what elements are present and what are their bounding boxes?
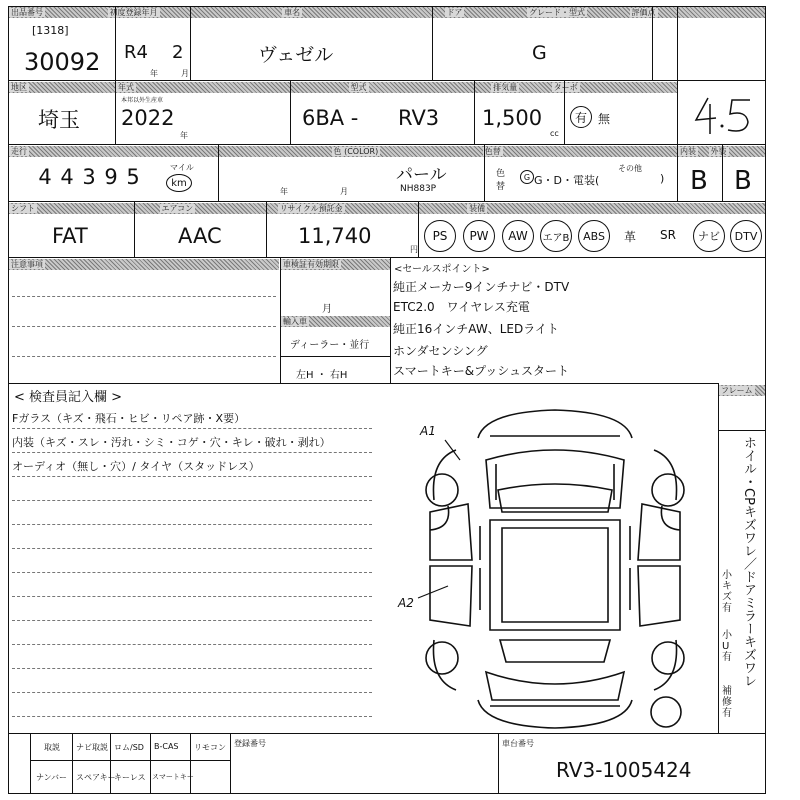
mileage-digit: 3 — [82, 165, 96, 189]
header-equipment: 装備 — [469, 204, 486, 213]
score-handwriting-icon — [690, 90, 760, 140]
sale-points-title: <セールスポイント> — [394, 264, 490, 275]
handle-label: 左H ・ 右H — [296, 370, 348, 381]
header-grade: グレード・型式 — [528, 8, 585, 17]
ruled-line — [12, 452, 372, 453]
divider — [290, 80, 291, 144]
row-1-bottom — [8, 80, 766, 81]
exterior-grade: B — [734, 166, 752, 196]
header-handle-label: 輸入車 — [283, 317, 307, 326]
header-shift: シフト — [11, 204, 35, 213]
header-displacement: 排気量 — [493, 83, 518, 92]
equip-pw — [463, 220, 495, 252]
mileage-digit: 4 — [38, 165, 52, 189]
header-year: 初度登録年月 — [109, 8, 158, 17]
turbo-no: 無 — [598, 112, 611, 126]
bottom-cell: 取説 — [44, 743, 60, 752]
divider — [484, 144, 485, 201]
note-line — [12, 356, 276, 357]
bottom-cell: B-CAS — [154, 742, 179, 751]
header-lot: 出品番号 — [11, 8, 43, 17]
divider — [30, 733, 31, 794]
equip-label: PW — [469, 229, 489, 243]
side-note-sub: 小キズ有 — [722, 570, 732, 614]
mileage-digit: 5 — [126, 165, 140, 189]
sale-point: ホンダセンシング — [393, 344, 488, 358]
divider — [72, 733, 73, 794]
mileage-digit: 9 — [104, 165, 118, 189]
divider — [150, 733, 151, 794]
frame-divider — [718, 430, 766, 431]
divider — [722, 144, 723, 201]
interior-grade: B — [690, 166, 708, 196]
shift: FAT — [52, 224, 88, 248]
equip-airbag — [540, 220, 572, 252]
divider — [474, 80, 475, 144]
equip-dtv — [730, 220, 762, 252]
header-turbo: ターボ — [553, 83, 578, 92]
ruled-line — [12, 548, 372, 549]
header-score: 評価点 — [631, 8, 656, 17]
first-reg-month: 2 — [172, 42, 184, 63]
turbo-yes: 有 — [574, 110, 587, 125]
header-shaken-label: 車検証有効期限 — [283, 260, 339, 269]
model-year: 2022 — [121, 106, 175, 130]
type-code: RV3 — [398, 106, 440, 130]
bottom-cell: スマートキー — [152, 773, 194, 781]
row-3-bottom — [8, 201, 766, 202]
recycle-unit: 円 — [410, 245, 418, 254]
side-notes: ホイル・CPキズワレ／ドアミラーキズワレ — [741, 436, 756, 687]
header-handle — [281, 316, 390, 327]
header-region — [9, 82, 115, 93]
header-aircon: エアコン — [161, 204, 194, 213]
color-change-g: G — [520, 170, 534, 184]
note-line — [12, 326, 276, 327]
ruled-line — [12, 620, 372, 621]
divider — [134, 201, 135, 257]
color-change-options: G・D・電装( — [534, 174, 600, 187]
divider — [266, 201, 267, 257]
divider — [230, 733, 231, 794]
header-exterior: 外装 — [710, 147, 727, 156]
color-code: NH883P — [400, 184, 437, 194]
divider — [498, 733, 499, 794]
side-note-sub: 小U有 — [722, 630, 732, 663]
mileage-unit-km — [166, 174, 192, 192]
equip-abs — [578, 220, 610, 252]
equip-label: ABS — [583, 229, 605, 243]
header-color: 色 (COLOR) — [333, 147, 379, 156]
ruled-line — [12, 716, 372, 717]
color-change-close: ) — [660, 172, 665, 185]
divider — [190, 6, 191, 80]
header-region-label: 地区 — [11, 83, 27, 92]
equip-label: PS — [432, 229, 448, 243]
divider — [110, 733, 111, 794]
lot-number: 30092 — [24, 48, 101, 76]
era: R4 — [124, 42, 148, 63]
header-model: 型式 — [350, 83, 367, 92]
bottom-cell: キーレス — [114, 773, 146, 782]
sale-point: 純正16インチAW、LEDライト — [393, 322, 559, 336]
car-name: ヴェゼル — [258, 44, 334, 66]
model-year-unit: 年 — [180, 131, 188, 140]
row-2-bottom — [8, 144, 766, 145]
inspector-title: < 検査員記入欄 > — [14, 390, 123, 405]
header-row-4 — [9, 203, 765, 214]
recycle-fee: 11,740 — [298, 224, 372, 248]
model-year-note: 本邦以外生産車 — [121, 97, 164, 104]
equip-sr: SR — [660, 228, 676, 242]
bottom-cell: ロム/SD — [114, 743, 144, 752]
ruled-line — [12, 500, 372, 501]
header-frame — [719, 385, 765, 396]
bottom-row-mid — [30, 760, 230, 761]
ruled-line — [12, 476, 372, 477]
inspector-line: Fガラス（キズ・飛石・ヒビ・リペア跡・X要） — [12, 412, 246, 425]
header-notes — [9, 259, 279, 270]
prefecture: 埼玉 — [38, 108, 80, 132]
score-handwritten — [690, 90, 760, 140]
type-prefix: 6BA - — [302, 106, 359, 130]
mileage-unit-mile: マイル — [170, 163, 194, 172]
grade: G — [532, 42, 547, 64]
header-mileage: 走行 — [11, 147, 27, 156]
color-change-label: 色替 — [496, 169, 506, 192]
dealer-label: ディーラー・並行 — [290, 340, 370, 351]
ruled-line — [12, 668, 372, 669]
equip-aw — [502, 220, 534, 252]
sale-point: ETC2.0 ワイヤレス充電 — [393, 300, 530, 314]
car-diagram — [390, 400, 720, 740]
aircon: AAC — [178, 224, 222, 248]
header-row-2 — [116, 82, 677, 93]
row-4-bottom — [8, 257, 766, 258]
divider — [677, 6, 678, 201]
inspector-line: 内装（キズ・スレ・汚れ・シミ・コゲ・穴・キレ・破れ・剥れ） — [12, 436, 331, 449]
row-5-bottom — [8, 383, 718, 384]
ruled-line — [12, 572, 372, 573]
header-reg-year: 年式 — [118, 83, 134, 92]
color-change-other: その他 — [618, 164, 642, 173]
chassis-number: RV3-1005424 — [556, 758, 692, 782]
bottom-cell: ナビ取説 — [76, 743, 108, 752]
bottom-cell: リモコン — [194, 743, 226, 752]
ruled-line — [12, 524, 372, 525]
header-doors: ドア — [446, 8, 463, 17]
shaken-month: 月 — [322, 304, 332, 315]
equip-label: エアB — [542, 232, 570, 244]
bottom-row-top — [8, 733, 766, 734]
divider — [432, 6, 433, 80]
year-unit: 年 — [150, 69, 158, 78]
reg-no-label: 登録番号 — [234, 739, 266, 748]
note-line — [12, 296, 276, 297]
bottom-cell: ナンバー — [36, 773, 68, 782]
equip-label: ナビ — [698, 230, 720, 243]
ruled-line — [12, 644, 372, 645]
lot-sub: [1318] — [32, 24, 69, 37]
header-recycle: リサイクル預託金 — [279, 204, 343, 213]
reg-year-unit: 年 — [280, 187, 288, 196]
damage-mark-front: A1 — [420, 424, 436, 438]
divider — [418, 201, 419, 257]
ruled-line — [12, 692, 372, 693]
damage-mark-side: A2 — [398, 596, 414, 610]
turbo-yes-option — [570, 106, 592, 128]
equip-leather: 革 — [624, 230, 637, 244]
car-outline-icon — [390, 400, 720, 740]
header-interior: 内装 — [680, 147, 696, 156]
mileage-km-label: km — [171, 177, 187, 189]
header-frame-label: フレーム — [721, 386, 753, 395]
color: パール — [396, 165, 447, 185]
header-color-change: 色替 — [484, 147, 501, 156]
divider — [190, 733, 191, 794]
inspector-line: オーディオ（無し・穴）/ タイヤ（スタッドレス） — [12, 460, 260, 473]
ruled-line — [12, 596, 372, 597]
sale-point: スマートキー&プッシュスタート — [393, 364, 570, 378]
equip-label: AW — [508, 229, 528, 243]
divider — [115, 6, 116, 144]
sale-point: 純正メーカー9インチナビ・DTV — [393, 280, 570, 294]
mileage-digits — [34, 165, 144, 189]
bottom-cell: スペアキー — [76, 773, 116, 782]
equip-ps — [424, 220, 456, 252]
ruled-line — [12, 428, 372, 429]
displacement: 1,500 — [482, 106, 543, 130]
divider — [652, 6, 653, 80]
displacement-unit: cc — [550, 129, 559, 138]
chassis-label: 車台番号 — [502, 739, 534, 748]
header-row-3 — [9, 146, 677, 157]
reg-month-unit: 月 — [340, 187, 348, 196]
divider — [564, 80, 565, 144]
header-notes-label: 注意事項 — [11, 260, 43, 269]
header-car-name: 車名 — [284, 8, 301, 17]
month-unit: 月 — [181, 69, 189, 78]
divider — [718, 383, 719, 733]
divider — [390, 257, 391, 383]
divider — [218, 144, 219, 201]
handle-divider — [280, 356, 390, 357]
side-note-sub: 補修有 — [722, 686, 732, 719]
mileage-digit: 4 — [60, 165, 74, 189]
header-shaken — [281, 259, 390, 270]
equip-label: DTV — [734, 229, 758, 243]
equip-navi — [693, 220, 725, 252]
